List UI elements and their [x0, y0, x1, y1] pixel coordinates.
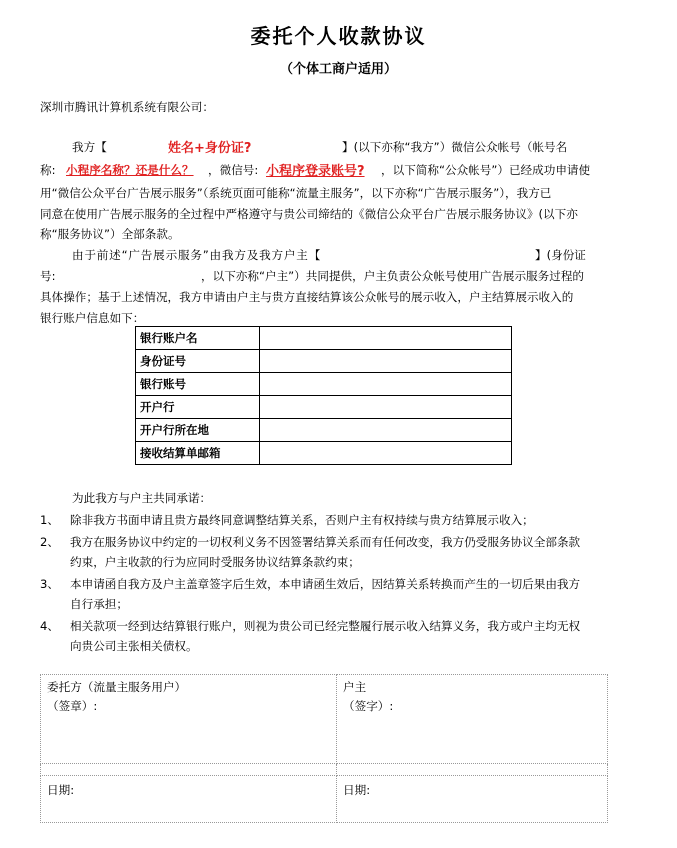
- commitment-number: 4、: [40, 619, 59, 633]
- commitment-text: 除非我方书面申请且贵方最终同意调整结算关系，否则户主有权持续与贵方结算展示收入；: [70, 513, 534, 527]
- bank-field-label: 身份证号: [136, 350, 260, 373]
- bank-field-value[interactable]: [260, 396, 512, 419]
- date-label: 日期:: [47, 783, 75, 797]
- mini-program-account-hint: 小程序登录账号?: [266, 164, 365, 179]
- para2-line1b: 】(身份证: [535, 248, 586, 262]
- spacer-cell: [41, 764, 337, 776]
- table-row: [136, 396, 512, 419]
- bank-field-value[interactable]: [260, 350, 512, 373]
- para2-line3: 具体操作；基于上述情况，我方申请由户主与贵方直接结算该公众帐号的展示收入，户主结算展示收入的: [40, 290, 574, 304]
- para1-line2b: ，微信号:: [208, 163, 259, 177]
- para2-line1a: 由于前述“广告展示服务”由我方及我方户主【: [72, 248, 322, 262]
- table-row: [136, 442, 512, 465]
- bank-field-label: 接收结算单邮箱: [136, 442, 260, 465]
- bank-field-label: 银行账户名: [136, 327, 260, 350]
- householder-sign-label: （签字）:: [343, 699, 394, 713]
- bank-account-table: [135, 326, 512, 465]
- para1-line5: 称“服务协议”）全部条款。: [40, 227, 180, 241]
- bank-field-label: 银行账号: [136, 373, 260, 396]
- bank-field-value[interactable]: [260, 442, 512, 465]
- householder-signature-cell[interactable]: [337, 675, 608, 764]
- spacer-cell: [337, 764, 608, 776]
- commitment-text: 我方在服务协议中约定的一切权利义务不因签署结算关系而有任何改变，我方仍受服务协议全部条款: [70, 535, 581, 549]
- commitment-number: 3、: [40, 577, 59, 591]
- para1-line1b: 】(以下亦称“我方”）微信公众帐号（帐号名: [342, 140, 568, 154]
- para2-line4: 银行账户信息如下：: [40, 311, 145, 325]
- commitment-text: 自行承担；: [70, 597, 128, 611]
- para1-line2c: ，以下简称“公众帐号”）已经成功申请使: [381, 163, 591, 177]
- bank-field-value[interactable]: [260, 419, 512, 442]
- para1-line4: 同意在使用广告展示服务的全过程中严格遵守与贵公司缔结的《微信公众平台广告展示服务协议》(以下亦: [40, 207, 578, 221]
- commitment-text: 本申请函自我方及户主盖章签字后生效，本申请函生效后，因结算关系转换而产生的一切后果由我方: [70, 577, 581, 591]
- table-row: [136, 419, 512, 442]
- commitment-text: 相关款项一经到达结算银行账户，则视为贵公司已经完整履行展示收入结算义务，我方或户主均无权: [70, 619, 581, 633]
- para1-line2a: 称:: [40, 163, 56, 177]
- page-title: 委托个人收款协议: [250, 24, 427, 48]
- commitment-number: 1、: [40, 513, 59, 527]
- page-subtitle: （个体工商户适用）: [279, 62, 397, 77]
- table-row: [136, 327, 512, 350]
- para2-line2b: ，以下亦称“户主”）共同提供，户主负责公众帐号使用广告展示服务过程的: [201, 269, 585, 283]
- householder-date-cell[interactable]: [337, 776, 608, 823]
- para2-line2a: 号:: [40, 269, 56, 283]
- commitment-text: 约束，户主收款的行为应同时受服务协议结算条款约束；: [70, 555, 360, 569]
- bank-field-label: 开户行: [136, 396, 260, 419]
- name-id-hint: 姓名+身份证?: [168, 141, 252, 156]
- addressee: 深圳市腾讯计算机系统有限公司：: [40, 100, 214, 114]
- bank-field-value[interactable]: [260, 373, 512, 396]
- principal-date-cell[interactable]: [41, 776, 337, 823]
- date-label: 日期:: [343, 783, 371, 797]
- para1-line1a: 我方【: [72, 140, 107, 154]
- commitments-intro: 为此我方与户主共同承诺：: [72, 491, 212, 505]
- table-row: [136, 373, 512, 396]
- bank-field-value[interactable]: [260, 327, 512, 350]
- bank-field-label: 开户行所在地: [136, 419, 260, 442]
- table-row: [136, 350, 512, 373]
- principal-title: 委托方（流量主服务用户）: [47, 680, 187, 694]
- para1-line3: 用“微信公众平台广告展示服务”（系统页面可能称“流量主服务”，以下亦称“广告展示服务”），我方已: [40, 186, 552, 200]
- householder-title: 户主: [343, 680, 367, 694]
- commitment-text: 向贵公司主张相关债权。: [70, 639, 198, 653]
- commitment-number: 2、: [40, 535, 59, 549]
- mini-program-name-hint: 小程序名称？还是什么？: [66, 163, 194, 177]
- principal-seal-label: （签章）:: [47, 699, 98, 713]
- signature-table: [40, 674, 608, 823]
- principal-signature-cell[interactable]: [41, 675, 337, 764]
